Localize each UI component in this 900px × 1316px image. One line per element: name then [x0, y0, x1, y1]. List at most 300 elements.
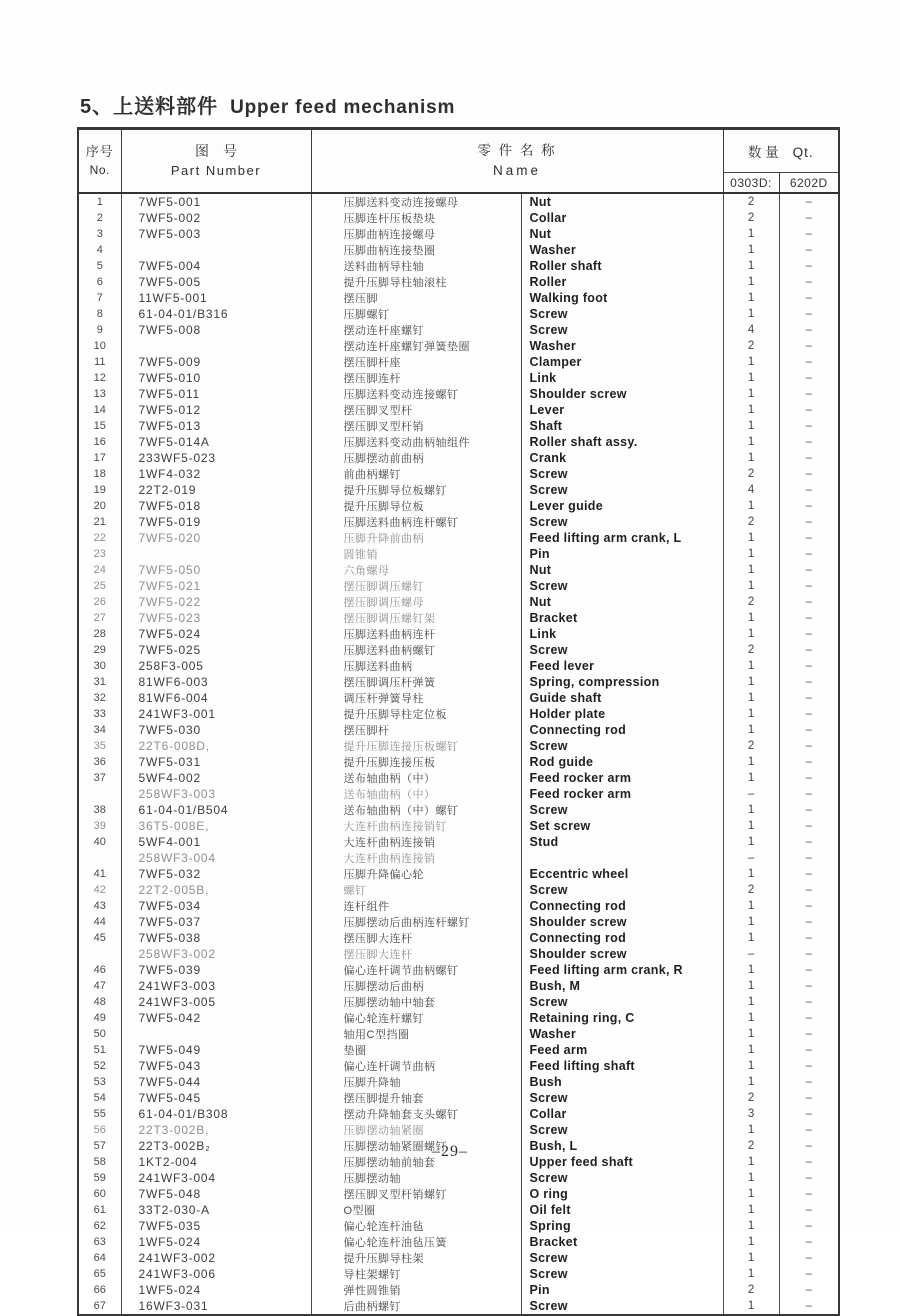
part-number: 7WF5-025: [121, 642, 311, 658]
part-number: 7WF5-031: [121, 754, 311, 770]
part-number: 241WF3-001: [121, 706, 311, 722]
part-name-cn: 压脚升降前曲柄: [311, 530, 521, 546]
row-no: 2: [78, 210, 121, 226]
part-number: 7WF5-037: [121, 914, 311, 930]
qty-0303d: 1: [723, 818, 779, 834]
row-no: 28: [78, 626, 121, 642]
part-number: 7WF5-018: [121, 498, 311, 514]
table-row: [78, 1010, 839, 1026]
row-no: 49: [78, 1010, 121, 1026]
part-name-en: Lever: [521, 402, 723, 418]
row-no: 8: [78, 306, 121, 322]
part-name-en: Guide shaft: [521, 690, 723, 706]
row-no: 9: [78, 322, 121, 338]
qty-6202d: –: [779, 770, 839, 786]
qty-6202d: –: [779, 1202, 839, 1218]
part-name-en: Washer: [521, 1026, 723, 1042]
part-number: 7WF5-010: [121, 370, 311, 386]
qty-0303d: 1: [723, 802, 779, 818]
part-number: [121, 242, 311, 258]
part-name-en: Nut: [521, 226, 723, 242]
row-no: 52: [78, 1058, 121, 1074]
part-name-en: Bracket: [521, 1234, 723, 1250]
table-row: [78, 1122, 839, 1138]
header-name-en: Name: [493, 163, 542, 178]
row-no: 61: [78, 1202, 121, 1218]
part-number: 7WF5-002: [121, 210, 311, 226]
part-number: 7WF5-024: [121, 626, 311, 642]
part-name-cn: 大连杆曲柄连接销钉: [311, 818, 521, 834]
qty-6202d: –: [779, 546, 839, 562]
qty-0303d: 1: [723, 674, 779, 690]
part-name-en: Collar: [521, 210, 723, 226]
qty-0303d: 2: [723, 1138, 779, 1154]
qty-6202d: –: [779, 1106, 839, 1122]
part-name-cn: 轴用C型挡圈: [311, 1026, 521, 1042]
table-row: [78, 1298, 839, 1315]
qty-0303d: 1: [723, 834, 779, 850]
row-no: 12: [78, 370, 121, 386]
part-name-en: Screw: [521, 466, 723, 482]
qty-6202d: –: [779, 1154, 839, 1170]
part-name-en: Bracket: [521, 610, 723, 626]
qty-0303d: 3: [723, 1106, 779, 1122]
qty-0303d: 1: [723, 1010, 779, 1026]
part-number: 61-04-01/B504: [121, 802, 311, 818]
part-name-en: Pin: [521, 546, 723, 562]
header-qty-en: Qt.: [792, 145, 814, 160]
qty-6202d: –: [779, 962, 839, 978]
part-name-en: Bush, M: [521, 978, 723, 994]
row-no: 54: [78, 1090, 121, 1106]
part-name-en: Connecting rod: [521, 930, 723, 946]
table-row: [78, 562, 839, 578]
part-name-en: Clamper: [521, 354, 723, 370]
table-row: [78, 706, 839, 722]
table-row: [78, 226, 839, 242]
qty-0303d: 1: [723, 578, 779, 594]
part-name-en: Shoulder screw: [521, 914, 723, 930]
qty-0303d: 1: [723, 354, 779, 370]
qty-6202d: –: [779, 610, 839, 626]
qty-0303d: 1: [723, 402, 779, 418]
part-number: 7WF5-020: [121, 530, 311, 546]
part-number: 5WF4-001: [121, 834, 311, 850]
qty-0303d: 1: [723, 370, 779, 386]
part-number: 7WF5-004: [121, 258, 311, 274]
qty-6202d: –: [779, 562, 839, 578]
table-row: [78, 498, 839, 514]
qty-0303d: 1: [723, 306, 779, 322]
row-no: 1: [78, 193, 121, 210]
row-no: 29: [78, 642, 121, 658]
qty-0303d: 1: [723, 274, 779, 290]
header-name: [311, 129, 723, 194]
part-number: 36T5-008E,: [121, 818, 311, 834]
qty-0303d: 1: [723, 1250, 779, 1266]
part-number: 258WF3-004: [121, 850, 311, 866]
row-no: 34: [78, 722, 121, 738]
qty-6202d: –: [779, 1186, 839, 1202]
part-number: 7WF5-049: [121, 1042, 311, 1058]
part-name-cn: 连杆组件: [311, 898, 521, 914]
table-row: [78, 1250, 839, 1266]
qty-6202d: –: [779, 722, 839, 738]
part-number: 7WF5-035: [121, 1218, 311, 1234]
qty-6202d: –: [779, 594, 839, 610]
qty-0303d: 1: [723, 706, 779, 722]
table-row: [78, 866, 839, 882]
qty-0303d: 1: [723, 386, 779, 402]
table-row: [78, 1026, 839, 1042]
row-no: 5: [78, 258, 121, 274]
table-row: [78, 722, 839, 738]
row-no: 66: [78, 1282, 121, 1298]
part-name-en: Screw: [521, 882, 723, 898]
part-name-cn: 送布轴曲柄（中）螺钉: [311, 802, 521, 818]
part-name-cn: 压脚摆动后曲柄连杆螺钉: [311, 914, 521, 930]
row-no: 18: [78, 466, 121, 482]
table-row: [78, 738, 839, 754]
qty-6202d: –: [779, 386, 839, 402]
qty-0303d: –: [723, 850, 779, 866]
qty-0303d: 1: [723, 994, 779, 1010]
qty-0303d: 1: [723, 1234, 779, 1250]
table-row: [78, 210, 839, 226]
qty-6202d: –: [779, 802, 839, 818]
part-name-en: Shoulder screw: [521, 946, 723, 962]
qty-6202d: –: [779, 690, 839, 706]
row-no: 14: [78, 402, 121, 418]
part-name-cn: 压脚曲柄连接螺母: [311, 226, 521, 242]
qty-0303d: 2: [723, 193, 779, 210]
part-name-en: Rod guide: [521, 754, 723, 770]
qty-6202d: –: [779, 754, 839, 770]
part-name-cn: 导柱架螺钉: [311, 1266, 521, 1282]
row-no: 26: [78, 594, 121, 610]
table-row: [78, 994, 839, 1010]
part-number: [121, 1026, 311, 1042]
qty-0303d: 1: [723, 1298, 779, 1315]
part-number: 7WF5-005: [121, 274, 311, 290]
part-name-cn: 后曲柄螺钉: [311, 1298, 521, 1315]
part-name-cn: 压脚升降偏心轮: [311, 866, 521, 882]
qty-0303d: 1: [723, 1218, 779, 1234]
part-name-cn: 压脚升降轴: [311, 1074, 521, 1090]
table-row: [78, 514, 839, 530]
qty-6202d: –: [779, 226, 839, 242]
qty-6202d: –: [779, 402, 839, 418]
row-no: 58: [78, 1154, 121, 1170]
part-number: 7WF5-030: [121, 722, 311, 738]
part-number: 7WF5-042: [121, 1010, 311, 1026]
qty-6202d: –: [779, 370, 839, 386]
qty-6202d: –: [779, 482, 839, 498]
part-name-en: Screw: [521, 738, 723, 754]
part-name-en: Screw: [521, 1170, 723, 1186]
table-row: [78, 946, 839, 962]
row-no: 30: [78, 658, 121, 674]
table-row: [78, 258, 839, 274]
part-number: 7WF5-008: [121, 322, 311, 338]
part-name-cn: 压脚摆动轴中轴套: [311, 994, 521, 1010]
qty-6202d: –: [779, 193, 839, 210]
table-row: [78, 386, 839, 402]
qty-6202d: –: [779, 1010, 839, 1026]
table-row: [78, 354, 839, 370]
part-name-en: Nut: [521, 562, 723, 578]
row-no: 64: [78, 1250, 121, 1266]
part-number: 7WF5-021: [121, 578, 311, 594]
table-row: [78, 274, 839, 290]
part-name-cn: 摆压脚杆座: [311, 354, 521, 370]
table-row: [78, 642, 839, 658]
table-row: [78, 450, 839, 466]
row-no: 22: [78, 530, 121, 546]
row-no: 4: [78, 242, 121, 258]
row-no: 51: [78, 1042, 121, 1058]
part-name-en: Feed rocker arm: [521, 770, 723, 786]
part-name-en: Roller shaft: [521, 258, 723, 274]
part-name-cn: 压脚摆动后曲柄: [311, 978, 521, 994]
part-name-en: Bush, L: [521, 1138, 723, 1154]
row-no: 11: [78, 354, 121, 370]
part-name-en: Stud: [521, 834, 723, 850]
qty-6202d: –: [779, 210, 839, 226]
part-name-cn: 圆锥销: [311, 546, 521, 562]
part-number: 22T6-008D,: [121, 738, 311, 754]
row-no: 60: [78, 1186, 121, 1202]
qty-0303d: 1: [723, 562, 779, 578]
row-no: 55: [78, 1106, 121, 1122]
row-no: 42: [78, 882, 121, 898]
part-number: 7WF5-001: [121, 193, 311, 210]
part-number: 7WF5-032: [121, 866, 311, 882]
part-name-cn: 摆压脚提升轴套: [311, 1090, 521, 1106]
table-row: [78, 978, 839, 994]
part-name-en: Screw: [521, 578, 723, 594]
qty-0303d: 1: [723, 722, 779, 738]
part-name-cn: 压脚送料变动连接螺钉: [311, 386, 521, 402]
part-number: 81WF6-003: [121, 674, 311, 690]
qty-6202d: –: [779, 930, 839, 946]
part-number: 22T3-002B,: [121, 1122, 311, 1138]
qty-6202d: –: [779, 818, 839, 834]
row-no: 6: [78, 274, 121, 290]
row-no: 47: [78, 978, 121, 994]
qty-0303d: 1: [723, 610, 779, 626]
qty-0303d: 1: [723, 242, 779, 258]
table-row: [78, 1234, 839, 1250]
part-name-cn: 压脚摆动轴紧圈: [311, 1122, 521, 1138]
part-name-en: Screw: [521, 482, 723, 498]
qty-0303d: 1: [723, 1042, 779, 1058]
part-name-cn: 摆动升降轴套支头螺钉: [311, 1106, 521, 1122]
row-no: 39: [78, 818, 121, 834]
table-row: [78, 1202, 839, 1218]
part-number: [121, 546, 311, 562]
row-no: 67: [78, 1298, 121, 1315]
part-name-en: Screw: [521, 1250, 723, 1266]
table-row: [78, 1218, 839, 1234]
qty-6202d: –: [779, 1298, 839, 1315]
part-name-cn: 大连杆曲柄连接销: [311, 834, 521, 850]
qty-6202d: –: [779, 898, 839, 914]
qty-6202d: –: [779, 834, 839, 850]
part-name-cn: 压脚曲柄连接垫圈: [311, 242, 521, 258]
qty-0303d: 1: [723, 546, 779, 562]
part-name-cn: 压脚送料曲柄连杆螺钉: [311, 514, 521, 530]
table-row: [78, 306, 839, 322]
qty-6202d: –: [779, 882, 839, 898]
row-no: 59: [78, 1170, 121, 1186]
qty-6202d: –: [779, 258, 839, 274]
part-name-cn: 垫圈: [311, 1042, 521, 1058]
part-name-cn: 压脚螺钉: [311, 306, 521, 322]
part-name-en: Feed lifting arm crank, R: [521, 962, 723, 978]
table-row: [78, 530, 839, 546]
qty-6202d: –: [779, 418, 839, 434]
part-number: 22T2-005B,: [121, 882, 311, 898]
part-name-en: Retaining ring, C: [521, 1010, 723, 1026]
qty-6202d: –: [779, 1234, 839, 1250]
qty-0303d: 1: [723, 498, 779, 514]
row-no: 31: [78, 674, 121, 690]
table-row: [78, 290, 839, 306]
part-name-cn: 送料曲柄导柱轴: [311, 258, 521, 274]
row-no: 50: [78, 1026, 121, 1042]
part-number: 7WF5-009: [121, 354, 311, 370]
row-no: [78, 850, 121, 866]
part-name-cn: 摆压脚: [311, 290, 521, 306]
part-number: 7WF5-045: [121, 1090, 311, 1106]
qty-0303d: 1: [723, 1154, 779, 1170]
part-name-en: Feed lever: [521, 658, 723, 674]
part-number: 233WF5-023: [121, 450, 311, 466]
part-number: 7WF5-050: [121, 562, 311, 578]
part-name-en: Screw: [521, 1090, 723, 1106]
row-no: 3: [78, 226, 121, 242]
row-no: 24: [78, 562, 121, 578]
part-name-en: Roller shaft assy.: [521, 434, 723, 450]
part-number: 5WF4-002: [121, 770, 311, 786]
qty-6202d: –: [779, 354, 839, 370]
part-name-en: Feed rocker arm: [521, 786, 723, 802]
table-row: [78, 850, 839, 866]
table-row: [78, 1186, 839, 1202]
table-row: [78, 754, 839, 770]
qty-0303d: 1: [723, 1026, 779, 1042]
table-row: [78, 818, 839, 834]
qty-6202d: –: [779, 1074, 839, 1090]
parts-table: [77, 127, 840, 1316]
qty-6202d: –: [779, 578, 839, 594]
part-name-en: Connecting rod: [521, 722, 723, 738]
qty-6202d: –: [779, 530, 839, 546]
header-model-0303d: 0303D:: [723, 173, 779, 194]
part-number: 81WF6-004: [121, 690, 311, 706]
part-name-en: Screw: [521, 642, 723, 658]
part-name-cn: 摆压脚叉型杆销螺钉: [311, 1186, 521, 1202]
part-number: 16WF3-031: [121, 1298, 311, 1315]
part-name-cn: 摆压脚调压螺钉: [311, 578, 521, 594]
qty-0303d: 2: [723, 514, 779, 530]
part-name-cn: 提升压脚导柱定位板: [311, 706, 521, 722]
row-no: 15: [78, 418, 121, 434]
table-row: [78, 370, 839, 386]
row-no: 65: [78, 1266, 121, 1282]
part-name-cn: 摆动连杆座螺钉弹簧垫圈: [311, 338, 521, 354]
part-number: 7WF5-011: [121, 386, 311, 402]
qty-6202d: –: [779, 242, 839, 258]
table-row: [78, 914, 839, 930]
part-name-cn: 摆压脚叉型杆: [311, 402, 521, 418]
table-row: [78, 1266, 839, 1282]
part-name-en: Screw: [521, 1266, 723, 1282]
qty-0303d: 1: [723, 978, 779, 994]
header-no-cn: 序号: [85, 143, 114, 159]
title-chinese: 5、上送料部件: [80, 96, 219, 118]
part-name-cn: 提升压脚连接压板螺钉: [311, 738, 521, 754]
qty-6202d: –: [779, 866, 839, 882]
qty-0303d: 1: [723, 1186, 779, 1202]
table-row: [78, 322, 839, 338]
header-qty-cn: 数 量: [747, 145, 779, 160]
row-no: 41: [78, 866, 121, 882]
part-number: 7WF5-019: [121, 514, 311, 530]
part-name-cn: 大连杆曲柄连接销: [311, 850, 521, 866]
row-no: 57: [78, 1138, 121, 1154]
qty-0303d: 2: [723, 1090, 779, 1106]
part-number: [121, 338, 311, 354]
qty-0303d: 2: [723, 594, 779, 610]
qty-6202d: –: [779, 946, 839, 962]
part-name-cn: 送布轴曲柄（中）: [311, 770, 521, 786]
row-no: 13: [78, 386, 121, 402]
row-no: 37: [78, 770, 121, 786]
part-name-cn: 压脚送料曲柄: [311, 658, 521, 674]
part-number: 7WF5-023: [121, 610, 311, 626]
qty-6202d: –: [779, 338, 839, 354]
part-name-cn: 六角螺母: [311, 562, 521, 578]
part-number: 7WF5-044: [121, 1074, 311, 1090]
part-name-en: Oil felt: [521, 1202, 723, 1218]
table-row: [78, 1074, 839, 1090]
part-name-en: [521, 850, 723, 866]
table-row: [78, 690, 839, 706]
qty-0303d: 1: [723, 914, 779, 930]
part-name-cn: 摆压脚杆: [311, 722, 521, 738]
qty-0303d: 1: [723, 1170, 779, 1186]
part-number: 7WF5-038: [121, 930, 311, 946]
part-name-cn: 摆压脚调压螺钉架: [311, 610, 521, 626]
qty-6202d: –: [779, 914, 839, 930]
qty-0303d: 1: [723, 1266, 779, 1282]
row-no: 27: [78, 610, 121, 626]
page-number: –29–: [432, 1143, 468, 1160]
qty-6202d: –: [779, 850, 839, 866]
part-name-en: Bush: [521, 1074, 723, 1090]
part-name-cn: 偏心轮连杆油毡压簧: [311, 1234, 521, 1250]
row-no: 43: [78, 898, 121, 914]
table-row: [78, 882, 839, 898]
part-name-cn: 提升压脚导位板螺钉: [311, 482, 521, 498]
table-row: [78, 834, 839, 850]
part-name-cn: 摆压脚调压杆弹簧: [311, 674, 521, 690]
part-name-cn: 偏心连杆调节曲柄螺钉: [311, 962, 521, 978]
qty-0303d: 1: [723, 930, 779, 946]
part-name-cn: 提升压脚导柱轴滚柱: [311, 274, 521, 290]
